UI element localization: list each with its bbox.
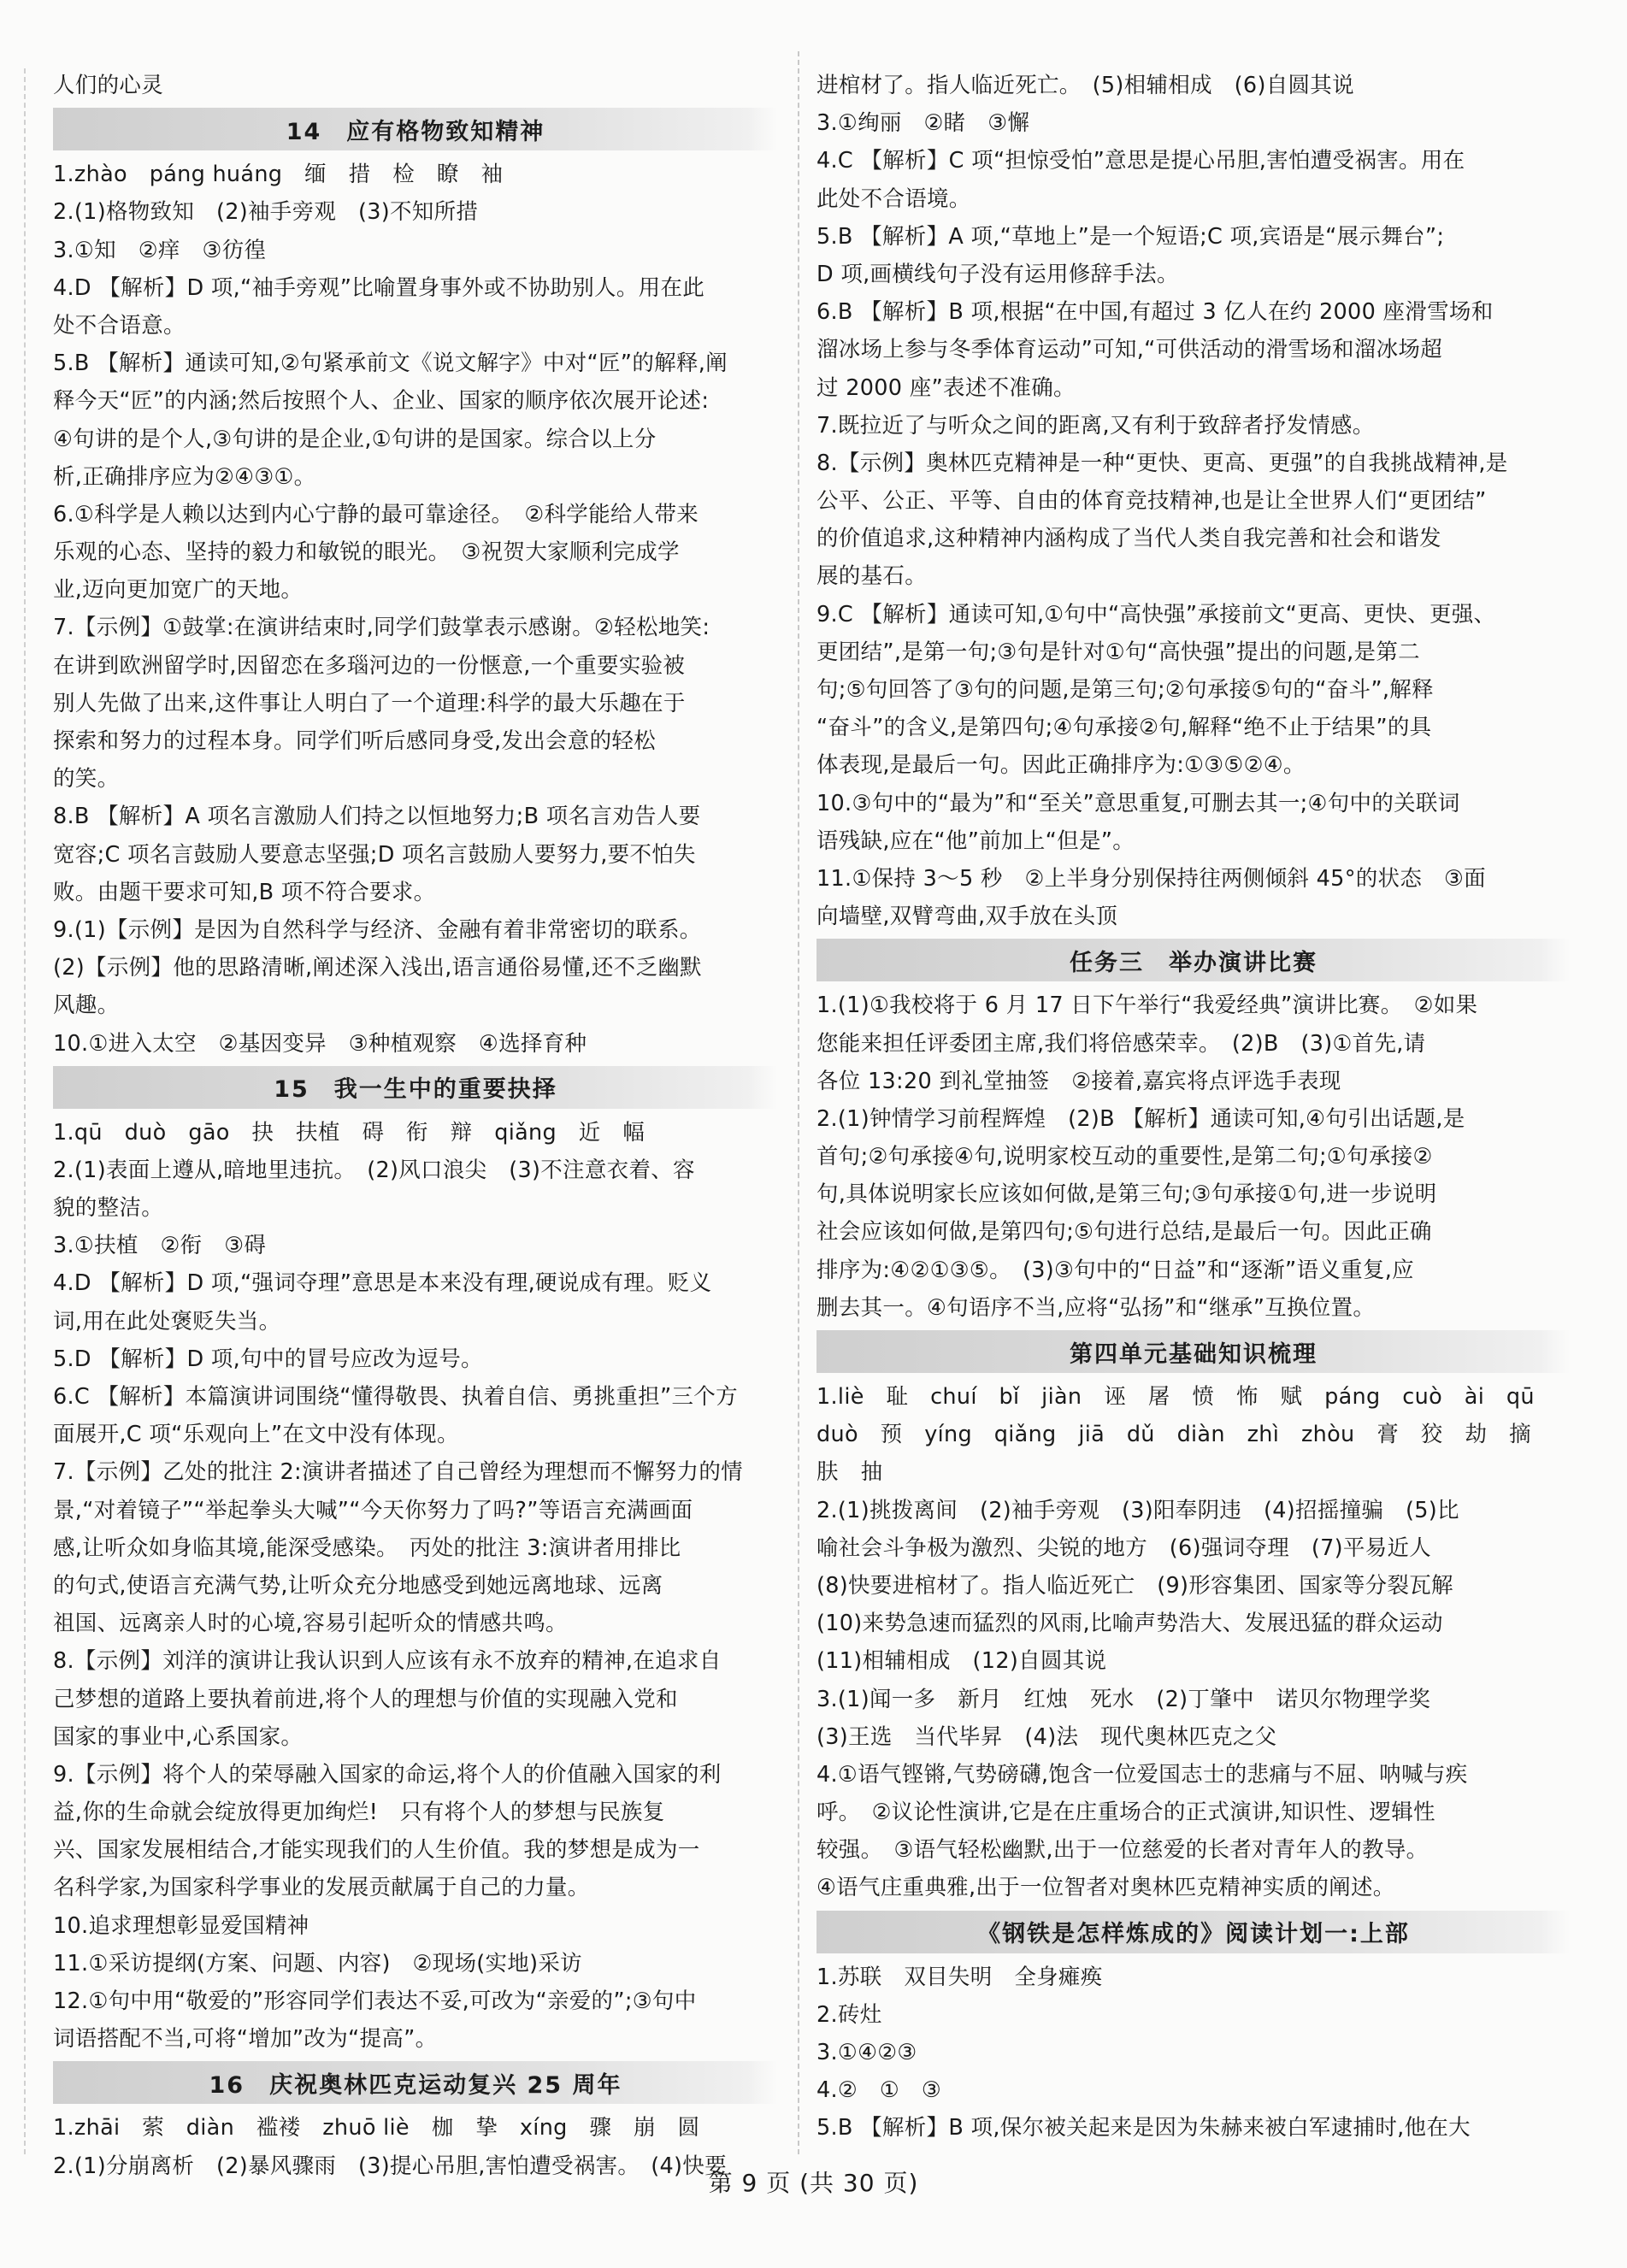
- right-column: [816, 67, 1571, 2147]
- answer-line: 呼。 ②议论性演讲,它是在庄重场合的正式演讲,知识性、逻辑性: [816, 1800, 1435, 1826]
- answer-line: 业,迈向更加宽广的天地。: [53, 577, 304, 604]
- answer-line: 貌的整洁。: [53, 1195, 164, 1222]
- answer-line: 9.(1)【示例】是因为自然科学与经济、金融有着非常密切的联系。: [53, 916, 702, 943]
- answer-line: 7.【示例】乙处的批注 2:演讲者描述了自己曾经为理想而不懈努力的情: [53, 1459, 743, 1486]
- answer-line: 益,你的生命就会绽放得更加绚烂! 只有将个人的梦想与民族复: [53, 1800, 665, 1826]
- answer-line: 兴、国家发展相结合,才能实现我们的人生价值。我的梦想是成为一: [53, 1837, 700, 1864]
- answer-line: 11.①采访提纲(方案、问题、内容) ②现场(实地)采访: [53, 1950, 582, 1976]
- answer-line: 肤 抽: [816, 1459, 883, 1486]
- section-header: 《钢铁是怎样炼成的》阅读计划一:上部: [816, 1911, 1571, 1953]
- answer-line: 5.B 【解析】A 项,“草地上”是一个短语;C 项,宾语是“展示舞台”;: [816, 223, 1445, 250]
- answer-line: 的价值追求,这种精神内涵构成了当代人类自我完善和社会和谐发: [816, 526, 1441, 552]
- answer-line: 展的基石。: [816, 563, 928, 590]
- answer-line: 4.①语气铿锵,气势磅礴,饱含一位爱国志士的悲痛与不屈、呐喊与疾: [816, 1761, 1468, 1788]
- page-footer: 第 9 页 (共 30 页): [708, 2169, 919, 2197]
- answer-line: 1.zhāi 萦 diàn 褴褛 zhuō liè 枷 挚 xíng 骤 崩 圆: [53, 2115, 700, 2141]
- answer-line: 5.B 【解析】通读可知,②句紧承前文《说文解字》中对“匠”的解释,阐: [53, 351, 728, 377]
- answer-line: duò 预 yíng qiǎng jiā dǔ diàn zhì zhòu 膏 狡 劫 摘: [816, 1422, 1531, 1448]
- answer-line: 析,正确排序应为②④③①。: [53, 463, 316, 490]
- answer-line: 宽容;C 项名言鼓励人要意志坚强;D 项名言鼓励人要努力,要不怕失: [53, 841, 696, 868]
- answer-line: 祖国、远离亲人时的心境,容易引起听众的情感共鸣。: [53, 1611, 568, 1637]
- answer-line: 败。由题干要求可知,B 项不符合要求。: [53, 879, 436, 905]
- answer-line: 的笑。: [53, 766, 120, 792]
- left-margin-rule: [24, 68, 26, 2154]
- answer-line: 首句;②句承接④句,说明家校互动的重要性,是第二句;①句承接②: [816, 1144, 1433, 1170]
- answer-line: 4.C 【解析】C 项“担惊受怕”意思是提心吊胆,害怕遭受祸害。用在: [816, 148, 1465, 174]
- answer-line: 2.(1)表面上遵从,暗地里违抗。 (2)风口浪尖 (3)不注意衣着、容: [53, 1157, 695, 1183]
- answer-line: 10.①进入太空 ②基因变异 ③种植观察 ④选择育种: [53, 1030, 587, 1057]
- answer-line: (8)快要进棺材了。指人临近死亡 (9)形容集团、国家等分裂瓦解: [816, 1572, 1453, 1599]
- answer-line: 3.①知 ②痒 ③彷徨: [53, 237, 267, 263]
- answer-line: 2.砖灶: [816, 2001, 882, 2028]
- answer-line: 句,具体说明家长应该如何做,是第三句;③句承接①句,进一步说明: [816, 1181, 1437, 1208]
- answer-line: (3)王选 当代毕昇 (4)法 现代奥林匹克之父: [816, 1723, 1277, 1750]
- answer-line: 10.追求理想彰显爱国精神: [53, 1912, 309, 1939]
- answer-line: 此处不合语境。: [816, 186, 971, 212]
- left-column: [53, 67, 778, 2185]
- answer-line: 词,用在此处褒贬失当。: [53, 1308, 281, 1334]
- answer-line: ④语气庄重典雅,出于一位智者对奥林匹克精神实质的阐述。: [816, 1875, 1395, 1901]
- section-header: 16 庆祝奥林匹克运动复兴 25 周年: [53, 2061, 778, 2104]
- answer-line: 3.①绚丽 ②睹 ③懈: [816, 110, 1030, 137]
- answer-line: 2.(1)分崩离析 (2)暴风骤雨 (3)提心吊胆,害怕遭受祸害。 (4)快要: [53, 2153, 727, 2179]
- answer-line: 向墙壁,双臂弯曲,双手放在头顶: [816, 904, 1118, 930]
- answer-line: 4.D 【解析】D 项,“强词夺理”意思是本来没有理,硬说成有理。贬义: [53, 1270, 712, 1297]
- answer-line: 排序为:④②①③⑤。 (3)③句中的“日益”和“逐渐”语义重复,应: [816, 1257, 1414, 1283]
- answer-line: 7.既拉近了与听众之间的距离,又有利于致辞者抒发情感。: [816, 412, 1375, 439]
- answer-line: 11.①保持 3～5 秒 ②上半身分别保持往两侧倾斜 45°的状态 ③面: [816, 865, 1486, 892]
- answer-line: 释今天“匠”的内涵;然后按照个人、企业、国家的顺序依次展开论述:: [53, 388, 710, 415]
- answer-line: 探索和努力的过程本身。同学们听后感同身受,发出会意的轻松: [53, 728, 657, 754]
- answer-line: 1.苏联 双目失明 全身瘫痪: [816, 1964, 1103, 1990]
- answer-line: 5.B 【解析】B 项,保尔被关起来是因为朱赫来被白军逮捕时,他在大: [816, 2115, 1471, 2141]
- section-header: 15 我一生中的重要抉择: [53, 1066, 778, 1109]
- answer-line: 7.【示例】①鼓掌:在演讲结束时,同学们鼓掌表示感谢。②轻松地笑:: [53, 615, 710, 641]
- answer-line: 己梦想的道路上要执着前进,将个人的理想与价值的实现融入党和: [53, 1686, 678, 1712]
- answer-line: 9.C 【解析】通读可知,①句中“高快强”承接前文“更高、更快、更强、: [816, 601, 1496, 627]
- answer-line: 3.①④②③: [816, 2040, 917, 2065]
- answer-line: (10)来势急速而猛烈的风雨,比喻声势浩大、发展迅猛的群众运动: [816, 1611, 1443, 1637]
- answer-line: 8.【示例】奥林匹克精神是一种“更快、更高、更强”的自我挑战精神,是: [816, 450, 1508, 476]
- answer-line: 句;⑤句回答了③句的问题,是第三句;②句承接⑤句的“奋斗”,解释: [816, 677, 1434, 703]
- answer-line: “奋斗”的含义,是第四句;④句承接②句,解释“绝不止于结果”的具: [816, 715, 1432, 741]
- answer-line: 1.zhào páng huáng 缅 措 检 瞭 袖: [53, 162, 504, 188]
- answer-line: 删去其一。④句语序不当,应将“弘扬”和“继承”互换位置。: [816, 1294, 1376, 1321]
- answer-line: 1.(1)①我校将于 6 月 17 日下午举行“我爱经典”演讲比赛。 ②如果: [816, 993, 1478, 1019]
- answer-line: 您能来担任评委团主席,我们将倍感荣幸。 (2)B (3)①首先,请: [816, 1030, 1426, 1057]
- answer-line: 感,让听众如身临其境,能深受感染。 丙处的批注 3:演讲者用排比: [53, 1535, 681, 1561]
- answer-line: 国家的事业中,心系国家。: [53, 1723, 304, 1750]
- section-header: 任务三 举办演讲比赛: [816, 939, 1571, 981]
- answer-line: 别人先做了出来,这件事让人明白了一个道理:科学的最大乐趣在于: [53, 690, 686, 716]
- answer-line: 8.B 【解析】A 项名言激励人们持之以恒地努力;B 项名言劝告人要: [53, 804, 701, 830]
- answer-line: 更团结”,是第一句;③句是针对①句“高快强”提出的问题,是第二: [816, 639, 1420, 665]
- answer-line: 3.(1)闻一多 新月 红烛 死水 (2)丁肇中 诺贝尔物理学奖: [816, 1686, 1431, 1712]
- answer-line: 1.qū duò gāo 抉 扶植 碍 衔 辩 qiǎng 近 幅: [53, 1119, 645, 1146]
- answer-line: 1.liè 耻 chuí bǐ jiàn 诬 屠 愤 怖 赋 páng cuò ài qū: [816, 1384, 1535, 1410]
- answer-line: 6.B 【解析】B 项,根据“在中国,有超过 3 亿人在约 2000 座滑雪场和: [816, 299, 1494, 326]
- answer-line: 2.(1)钟情学习前程辉煌 (2)B 【解析】通读可知,④句引出话题,是: [816, 1105, 1465, 1132]
- answer-line: 体表现,是最后一句。因此正确排序为:①③⑤②④。: [816, 752, 1306, 779]
- answer-line: 9.【示例】将个人的荣辱融入国家的命运,将个人的价值融入国家的利: [53, 1761, 722, 1788]
- answer-line: 在讲到欧洲留学时,因留恋在多瑙河边的一份惬意,一个重要实验被: [53, 652, 686, 679]
- answer-line: 喻社会斗争极为激烈、尖锐的地方 (6)强词夺理 (7)平易近人: [816, 1535, 1432, 1561]
- answer-line: 10.③句中的“最为”和“至关”意思重复,可删去其一;④句中的关联词: [816, 790, 1460, 816]
- answer-line: 4.D 【解析】D 项,“袖手旁观”比喻置身事外或不协助别人。用在此: [53, 274, 705, 301]
- answer-line: 的句式,使语言充满气势,让听众充分地感受到她远离地球、远离: [53, 1572, 663, 1599]
- answer-line: 景,“对着镜子”“举起拳头大喊”“今天你努力了吗?”等语言充满画面: [53, 1497, 693, 1523]
- answer-line: 4.② ① ③: [816, 2077, 942, 2104]
- answer-line: D 项,画横线句子没有运用修辞手法。: [816, 261, 1179, 287]
- answer-line: 人们的心灵: [53, 73, 164, 98]
- answer-line: 名科学家,为国家科学事业的发展贡献属于自己的力量。: [53, 1875, 590, 1901]
- answer-line: 12.①句中用“敬爱的”形容同学们表达不妥,可改为“亲爱的”;③句中: [53, 1988, 697, 2014]
- answer-line: 社会应该如何做,是第四句;⑤句进行总结,是最后一句。因此正确: [816, 1219, 1432, 1246]
- answer-line: 进棺材了。指人临近死亡。 (5)相辅相成 (6)自圆其说: [816, 73, 1354, 98]
- answer-line: 面展开,C 项“乐观向上”在文中没有体现。: [53, 1422, 459, 1448]
- answer-line: 2.(1)挑拨离间 (2)袖手旁观 (3)阳奉阴违 (4)招摇撞骗 (5)比: [816, 1497, 1459, 1523]
- section-header: 第四单元基础知识梳理: [816, 1330, 1571, 1373]
- answer-line: 较强。 ③语气轻松幽默,出于一位慈爱的长者对青年人的教导。: [816, 1837, 1429, 1864]
- answer-line: 各位 13:20 到礼堂抽签 ②接着,嘉宾将点评选手表现: [816, 1068, 1341, 1094]
- answer-line: 词语搭配不当,可将“增加”改为“提高”。: [53, 2026, 438, 2053]
- section-header: 14 应有格物致知精神: [53, 108, 778, 150]
- answer-line: 3.①扶植 ②衔 ③碍: [53, 1233, 267, 1259]
- answer-line: 6.①科学是人赖以达到内心宁静的最可靠途径。 ②科学能给人带来: [53, 501, 699, 527]
- answer-line: 8.【示例】刘洋的演讲让我认识到人应该有永不放弃的精神,在追求自: [53, 1648, 722, 1675]
- answer-line: 5.D 【解析】D 项,句中的冒号应改为逗号。: [53, 1346, 483, 1372]
- column-divider: [798, 51, 799, 2154]
- answer-line: (11)相辅相成 (12)自圆其说: [816, 1648, 1107, 1675]
- answer-line: 溜冰场上参与冬季体育运动”可知,“可供活动的滑雪场和溜冰场超: [816, 337, 1443, 363]
- answer-line: 2.(1)格物致知 (2)袖手旁观 (3)不知所措: [53, 199, 479, 226]
- answer-line: 6.C 【解析】本篇演讲词围绕“懂得敬畏、执着自信、勇挑重担”三个方: [53, 1384, 738, 1410]
- answer-line: ④句讲的是个人,③句讲的是企业,①句讲的是国家。综合以上分: [53, 426, 657, 452]
- answer-line: 公平、公正、平等、自由的体育竞技精神,也是让全世界人们“更团结”: [816, 488, 1487, 515]
- answer-line: (2)【示例】他的思路清晰,阐述深入浅出,语言通俗易懂,还不乏幽默: [53, 955, 702, 981]
- answer-line: 风趣。: [53, 993, 120, 1019]
- answer-line: 过 2000 座”表述不准确。: [816, 374, 1076, 401]
- answer-line: 乐观的心态、坚持的毅力和敏锐的眼光。 ③祝贺大家顺利完成学: [53, 539, 680, 566]
- answer-line: 处不合语意。: [53, 312, 186, 339]
- answer-line: 语残缺,应在“他”前加上“但是”。: [816, 828, 1135, 854]
